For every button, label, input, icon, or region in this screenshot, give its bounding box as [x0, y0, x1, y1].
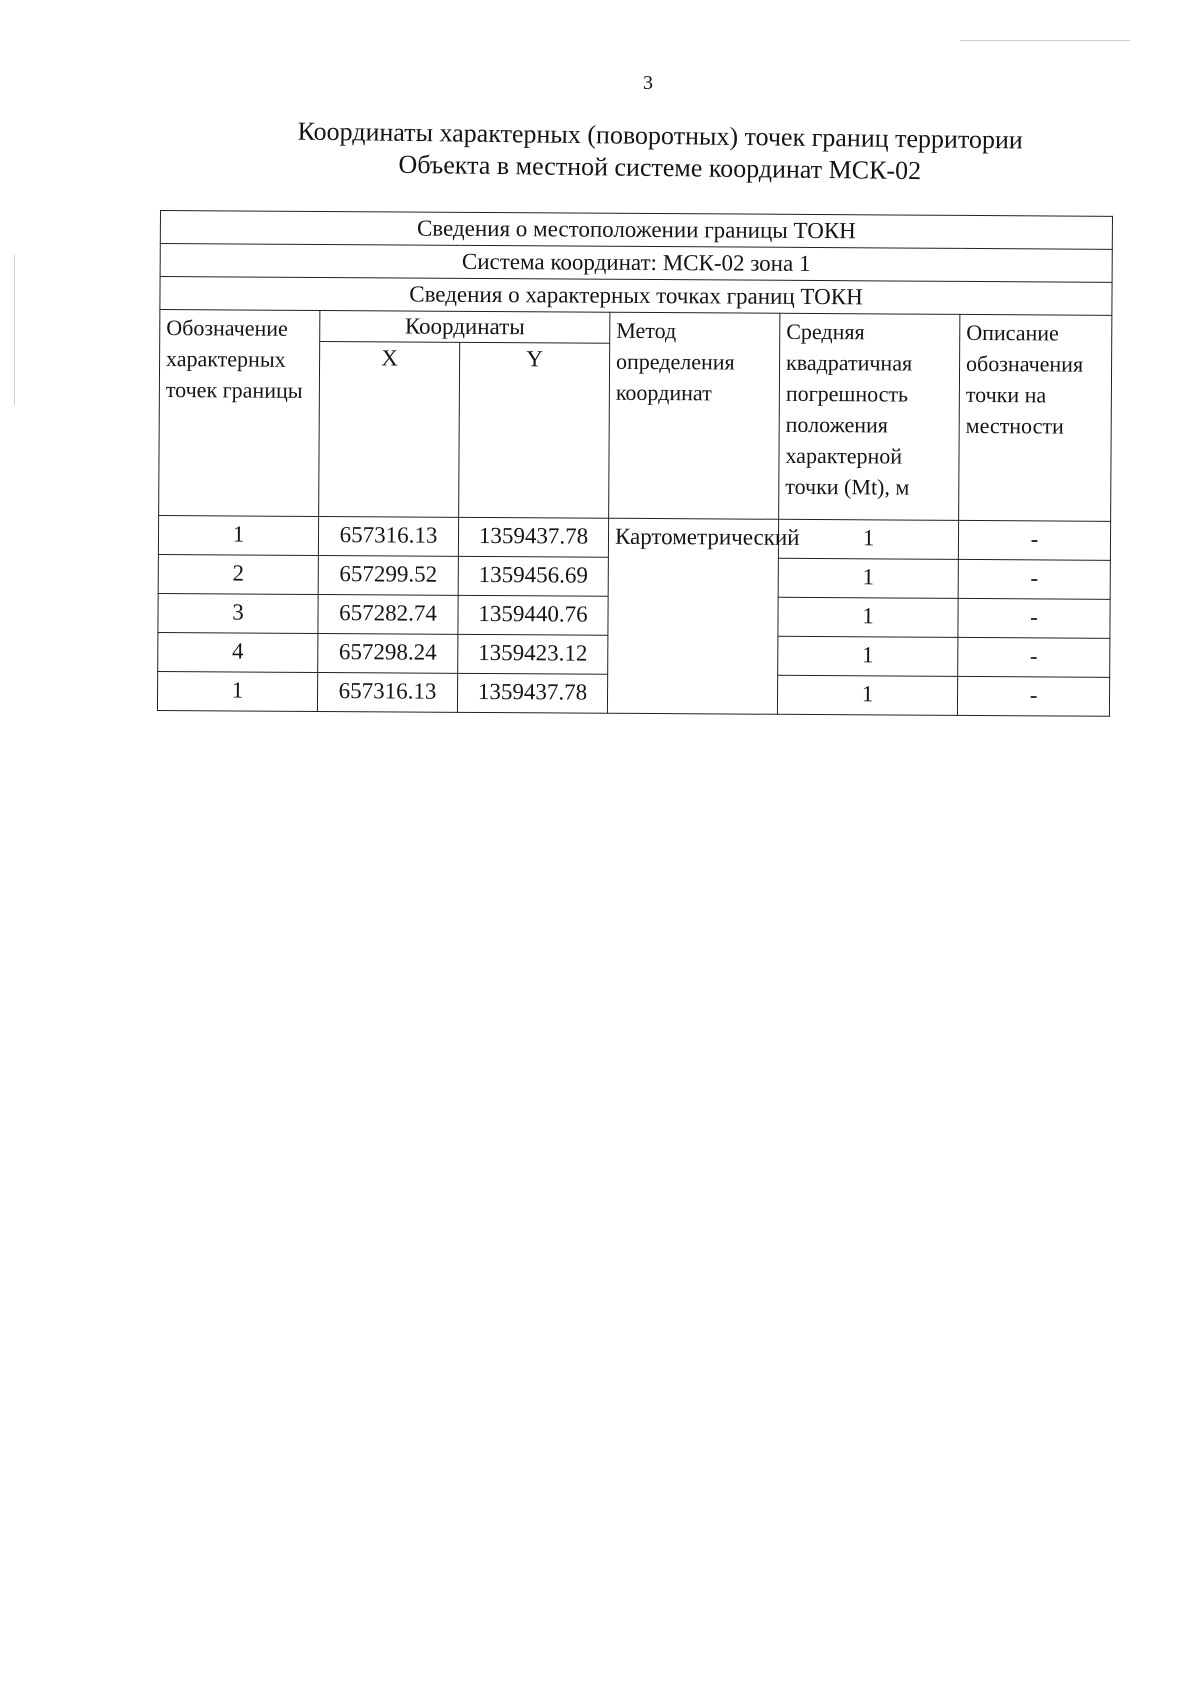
point-error: 1 [778, 519, 958, 559]
point-x: 657282.74 [318, 594, 458, 634]
point-error: 1 [778, 558, 958, 598]
point-y: 1359440.76 [458, 595, 608, 635]
header-error: Средняя квадратичная погрешность положения характерной точки (Mt), м [779, 313, 960, 520]
point-description: - [958, 637, 1110, 677]
document-title [240, 115, 1081, 189]
point-error: 1 [778, 636, 958, 676]
point-number: 1 [158, 515, 318, 555]
point-description: - [958, 598, 1110, 638]
point-number: 4 [158, 632, 318, 672]
header-y: Y [459, 342, 610, 518]
coord-system: Система координат: МСК-02 зона 1 [160, 244, 1112, 283]
header-coordinates: Координаты [320, 310, 610, 343]
coordinates-table-wrapper [157, 210, 1112, 717]
point-y: 1359437.78 [457, 673, 607, 713]
header-designation: Обозначение характерных точек границы [159, 310, 320, 517]
scan-artifact-left [14, 255, 15, 405]
point-x: 657298.24 [318, 633, 458, 673]
point-x: 657299.52 [318, 555, 458, 595]
point-description: - [958, 520, 1110, 560]
points-title: Сведения о характерных точках границ ТОКН [160, 277, 1112, 316]
point-description: - [957, 676, 1109, 716]
point-y: 1359437.78 [458, 517, 608, 557]
header-x: X [319, 341, 460, 517]
point-description: - [958, 559, 1110, 599]
section-title: Сведения о местоположении границы ТОКН [160, 211, 1112, 250]
header-row-1 [160, 310, 1112, 347]
point-number: 1 [157, 671, 317, 711]
point-number: 3 [158, 593, 318, 633]
title-line-2: Объекта в местной системе координат МСК-02 [398, 149, 922, 186]
header-method: Метод определения координат [609, 312, 780, 519]
point-y: 1359423.12 [458, 634, 608, 674]
header-description: Описание обозначения точки на местности [959, 314, 1112, 521]
point-error: 1 [777, 675, 957, 715]
table-row [158, 515, 1110, 560]
page-number: 3 [643, 72, 653, 94]
point-y: 1359456.69 [458, 556, 608, 596]
point-x: 657316.13 [317, 672, 457, 712]
title-line-1: Координаты характерных (поворотных) точек границ территории [297, 116, 1023, 155]
coordinates-table [157, 210, 1113, 717]
scan-artifact-top [960, 40, 1130, 41]
point-error: 1 [778, 597, 958, 637]
point-x: 657316.13 [318, 516, 458, 556]
method-value: Картометрический [607, 518, 778, 714]
point-number: 2 [158, 554, 318, 594]
